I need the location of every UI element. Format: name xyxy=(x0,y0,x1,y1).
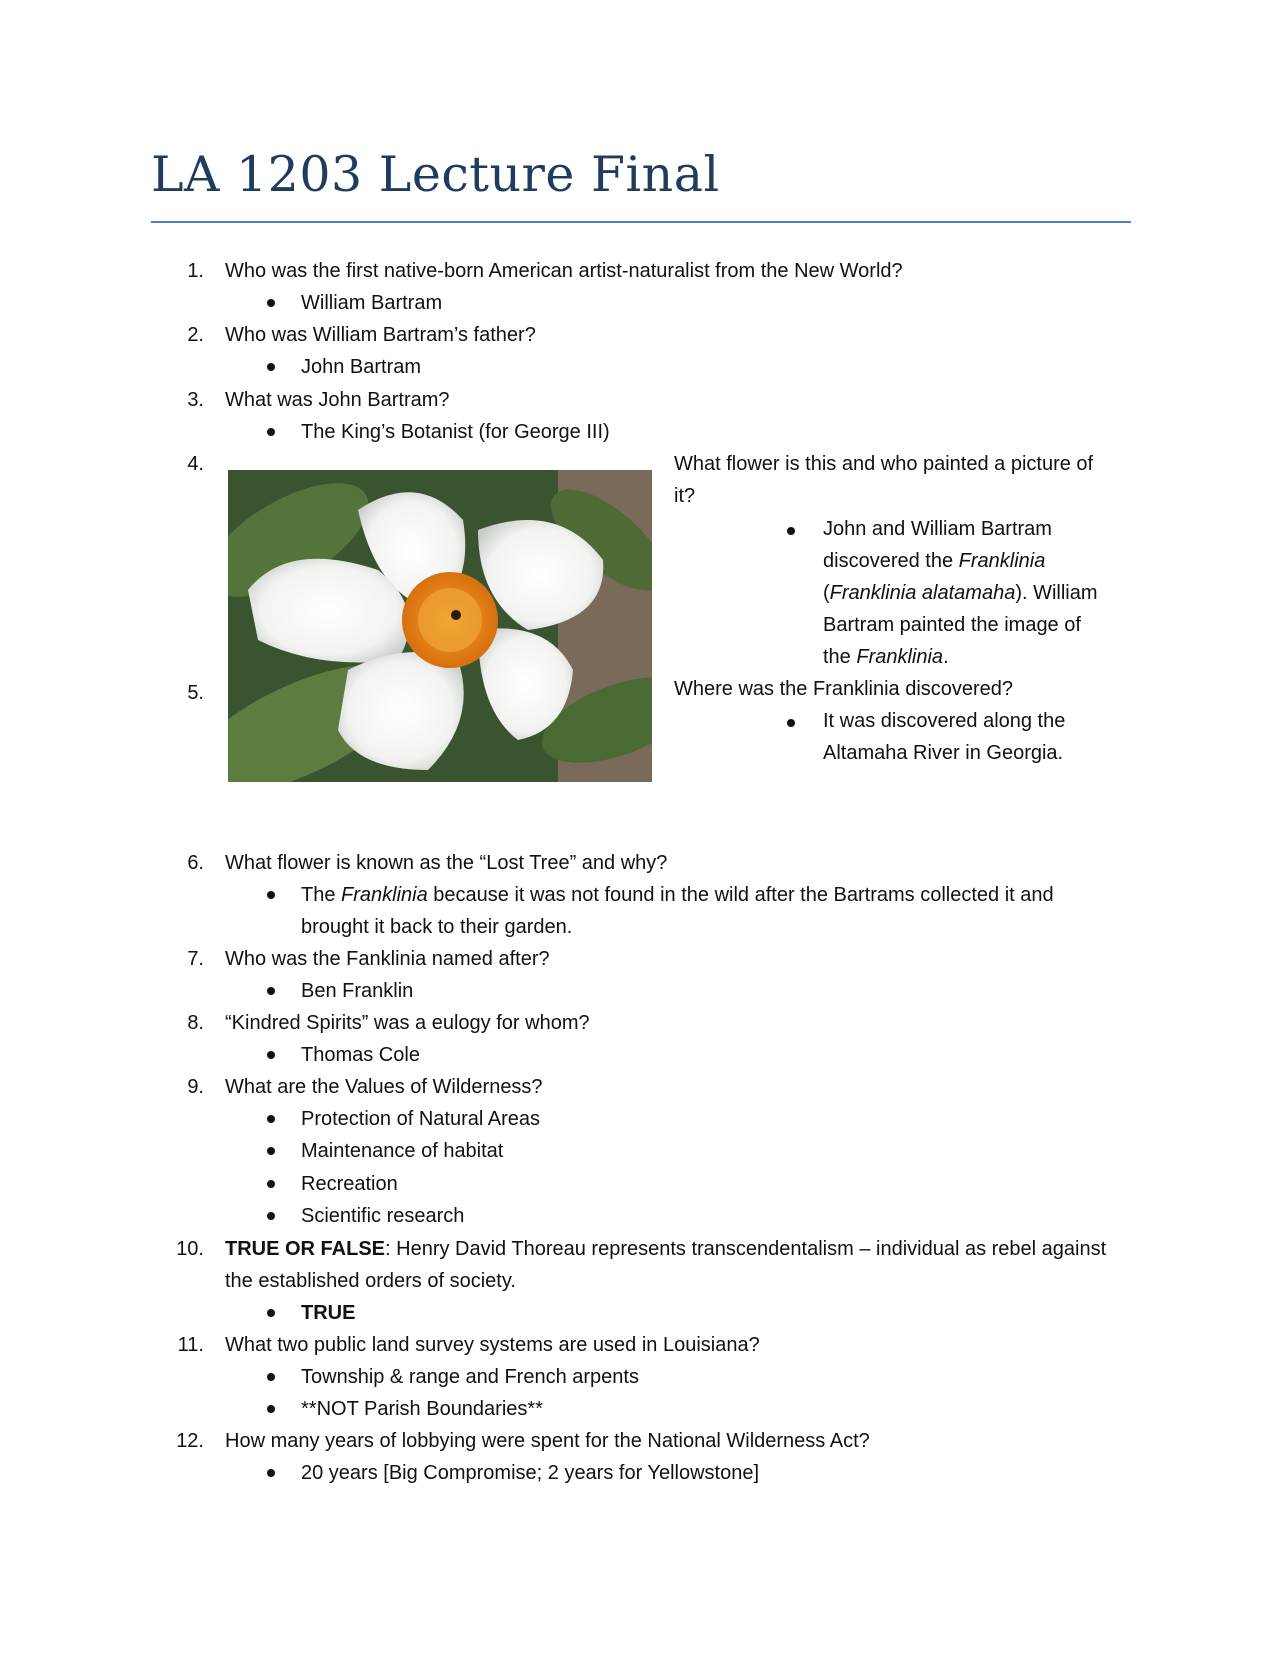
bullet-icon xyxy=(267,1373,275,1381)
question-text: “Kindred Spirits” was a eulogy for whom? xyxy=(225,1012,590,1034)
question-number: 6. xyxy=(187,852,204,874)
question-number: 4. xyxy=(187,453,204,475)
answer-text: 20 years [Big Compromise; 2 years for Yellowstone] xyxy=(301,1462,759,1484)
answer-text: Recreation xyxy=(301,1173,398,1195)
bullet-icon xyxy=(267,299,275,307)
answer-text: Scientific research xyxy=(301,1205,465,1227)
question-text: it? xyxy=(674,485,696,507)
question-text: Where was the Franklinia discovered? xyxy=(674,678,1014,700)
question-number: 9. xyxy=(187,1076,204,1098)
question-text: Who was William Bartram’s father? xyxy=(225,324,536,346)
question-number: 10. xyxy=(176,1238,204,1260)
bullet-icon xyxy=(267,1147,275,1155)
bullet-icon xyxy=(267,1469,275,1477)
page-title: LA 1203 Lecture Final xyxy=(151,146,720,203)
bullet-icon xyxy=(267,1212,275,1220)
answer-text: Ben Franklin xyxy=(301,980,414,1002)
question-text: What are the Values of Wilderness? xyxy=(225,1076,543,1098)
question-number: 12. xyxy=(176,1430,204,1452)
answer-text: Township & range and French arpents xyxy=(301,1366,639,1388)
question-number: 11. xyxy=(177,1334,204,1356)
question-text: What flower is this and who painted a picture of xyxy=(674,453,1094,475)
title-underline xyxy=(151,221,1131,223)
bullet-icon xyxy=(267,363,275,371)
question-number: 2. xyxy=(187,324,204,346)
answer-text: **NOT Parish Boundaries** xyxy=(301,1398,543,1420)
question-number: 5. xyxy=(187,682,204,704)
question-text: What flower is known as the “Lost Tree” and why? xyxy=(225,852,668,874)
franklinia-flower-icon xyxy=(228,470,652,782)
answer-text: discovered the Franklinia xyxy=(823,550,1046,572)
bullet-icon xyxy=(267,1405,275,1413)
answer-text: the Franklinia. xyxy=(823,646,949,668)
question-text: TRUE OR FALSE: Henry David Thoreau represents transcendentalism – individual as rebel against xyxy=(225,1238,1107,1260)
bullet-icon xyxy=(267,891,275,899)
answer-text: It was discovered along the xyxy=(823,710,1066,732)
question-text: the established orders of society. xyxy=(225,1270,516,1292)
question-number: 3. xyxy=(187,389,204,411)
question-number: 8. xyxy=(187,1012,204,1034)
bullet-icon xyxy=(267,987,275,995)
answer-text: TRUE xyxy=(301,1302,356,1324)
bullet-icon xyxy=(267,1309,275,1317)
answer-text: The King’s Botanist (for George III) xyxy=(301,421,610,443)
answer-text: Protection of Natural Areas xyxy=(301,1108,541,1130)
answer-text: (Franklinia alatamaha). William xyxy=(823,582,1098,604)
question-text: Who was the Fanklinia named after? xyxy=(225,948,550,970)
bullet-icon xyxy=(267,1051,275,1059)
answer-text: John Bartram xyxy=(301,356,422,378)
bullet-icon xyxy=(267,428,275,436)
answer-text: John and William Bartram xyxy=(823,518,1052,540)
answer-text: Altamaha River in Georgia. xyxy=(823,742,1064,764)
bullet-icon xyxy=(267,1180,275,1188)
question-text: What two public land survey systems are used in Louisiana? xyxy=(225,1334,760,1356)
answer-text: Maintenance of habitat xyxy=(301,1140,504,1162)
question-text: What was John Bartram? xyxy=(225,389,450,411)
answer-text: The Franklinia because it was not found in the wild after the Bartrams collected it and xyxy=(301,884,1054,906)
bullet-icon xyxy=(267,1115,275,1123)
bullet-icon xyxy=(787,527,795,535)
bullet-icon xyxy=(787,719,795,727)
answer-text: Thomas Cole xyxy=(301,1044,420,1066)
answer-text: Bartram painted the image of xyxy=(823,614,1081,636)
question-number: 1. xyxy=(187,260,204,282)
question-text: How many years of lobbying were spent for the National Wilderness Act? xyxy=(225,1430,870,1452)
franklinia-flower-photo xyxy=(228,470,652,782)
answer-text: William Bartram xyxy=(301,292,443,314)
question-number: 7. xyxy=(187,948,204,970)
question-text: Who was the first native-born American artist-naturalist from the New World? xyxy=(225,260,903,282)
answer-text: brought it back to their garden. xyxy=(301,916,573,938)
